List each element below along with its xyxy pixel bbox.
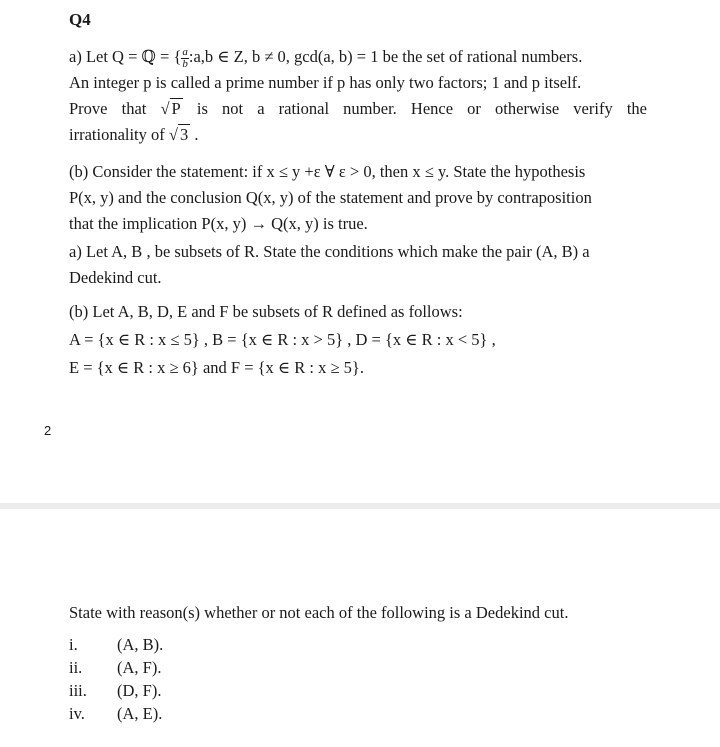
part-b2-line-2: A = {x ∈ R : x ≤ 5} , B = {x ∈ R : x > 5} , D = {x ∈ R : x < 5} , xyxy=(69,330,496,349)
part-a-line-2: An integer p is called a prime number if p has only two factors; 1 and p itself. xyxy=(69,73,582,92)
part-b-line-1: (b) Consider the statement: if x ≤ y +ε ∀ ε > 0, then x ≤ y. State the hypothesis xyxy=(69,162,586,181)
page-number: 2 xyxy=(44,423,52,438)
item-number: iv. xyxy=(69,704,85,723)
list-item xyxy=(69,635,369,658)
part-b-subsets-paragraph xyxy=(69,298,651,382)
part-a-dedekind-paragraph xyxy=(69,239,651,291)
list-item xyxy=(69,658,369,681)
part-b2-line-1: (b) Let A, B, D, E and F be subsets of R defined as follows: xyxy=(69,302,463,321)
item-number: iii. xyxy=(69,681,87,700)
list-item xyxy=(69,681,369,704)
list-item xyxy=(69,704,369,727)
part-a-line-3: Prove that √ P is not a rational number. Hence or otherwise verify the xyxy=(69,99,647,118)
part-b2-line-3: E = {x ∈ R : x ≥ 6} and F = {x ∈ R : x ≥ 5}. xyxy=(69,358,364,377)
part-b-line-3: that the implication P(x, y) → Q(x, y) is true. xyxy=(69,214,368,233)
item-text: (A, E). xyxy=(117,704,163,723)
part-a-line-4: irrationality of √ 3 . xyxy=(69,125,199,144)
item-text: (A, B). xyxy=(117,635,164,654)
part-a-prime-paragraph xyxy=(69,44,651,148)
question-heading: Q4 xyxy=(69,10,91,29)
fraction-a-over-b: $\frac{a}{b}$ xyxy=(182,45,188,70)
item-number: ii. xyxy=(69,658,83,677)
part-a-line-1: a) Let Q = ℚ = { $\frac{a}{b}$ :a,b ∈ Z, b ≠ 0, gcd(a, b) = 1 be the set of rational numbers. xyxy=(69,45,583,70)
part-b-line-2: P(x, y) and the conclusion Q(x, y) of the statement and prove by contraposition xyxy=(69,188,592,207)
item-text: (D, F). xyxy=(117,681,162,700)
part-a2-line-2: Dedekind cut. xyxy=(69,268,162,287)
sqrt-3: 3 xyxy=(179,125,189,144)
page-2 xyxy=(0,509,720,747)
item-text: (A, F). xyxy=(117,658,162,677)
sqrt-p: P xyxy=(171,99,181,118)
part-b-contraposition-paragraph xyxy=(69,159,651,237)
item-number: i. xyxy=(69,635,78,654)
part-a2-line-1: a) Let A, B , be subsets of R. State the conditions which make the pair (A, B) a xyxy=(69,242,590,261)
dedekind-question-intro: State with reason(s) whether or not each of the following is a Dedekind cut. xyxy=(69,603,569,622)
